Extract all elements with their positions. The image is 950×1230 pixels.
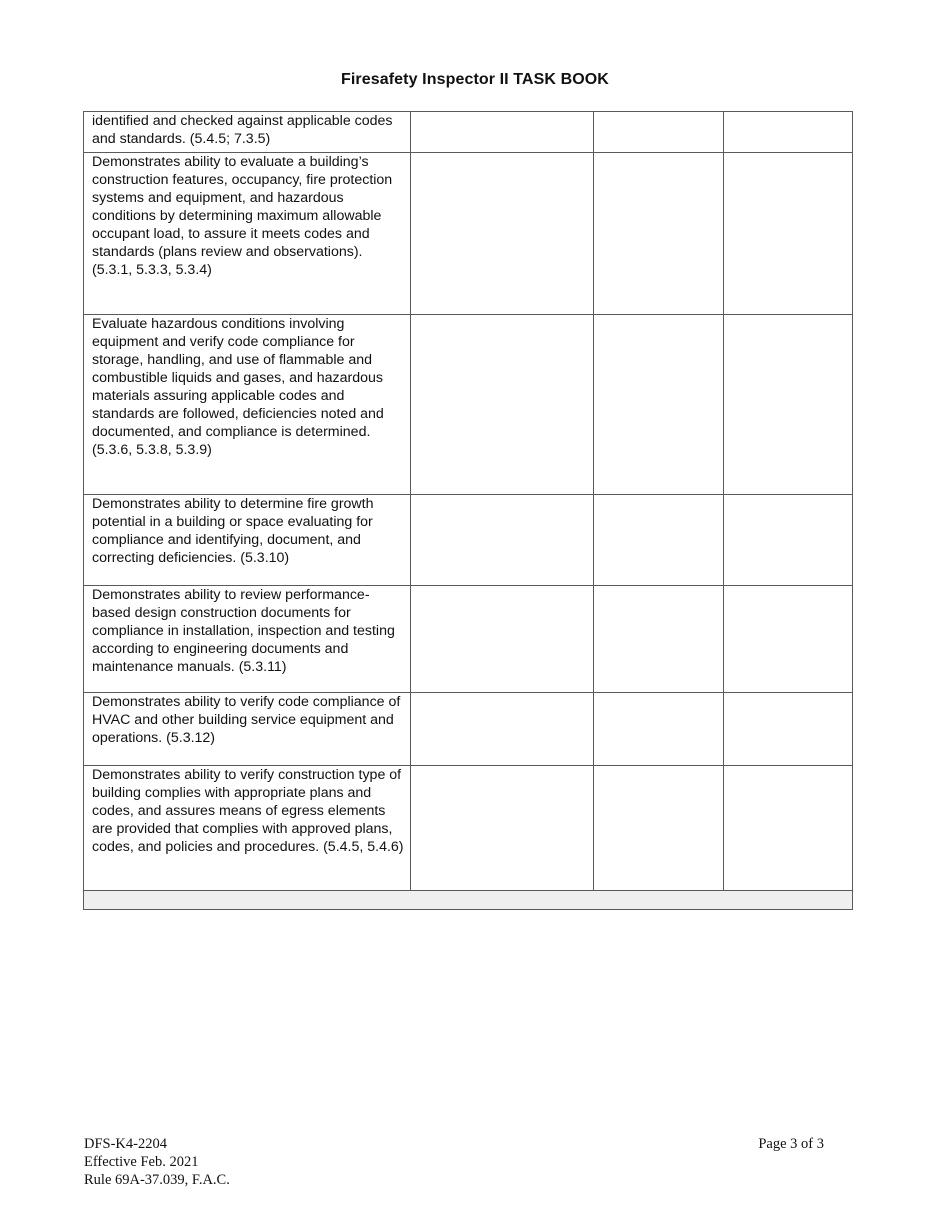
task-cell-col2 [411, 315, 594, 495]
page-title: Firesafety Inspector II TASK BOOK [341, 71, 609, 88]
task-cell-col4 [724, 495, 853, 586]
task-description: Demonstrates ability to verify construction type of building complies with appropriate plans and codes, and assures means of egress elements are provided that complies with approved plans, codes, and policies and procedures. (5.4.5, 5.4.6) [92, 767, 404, 855]
task-cell-col4 [724, 153, 853, 315]
rule-reference: Rule 69A-37.039, F.A.C. [84, 1172, 230, 1188]
task-cell-col4 [724, 693, 853, 766]
task-cell-col2 [411, 153, 594, 315]
effective-date: Effective Feb. 2021 [84, 1154, 199, 1170]
task-cell-col4 [724, 112, 853, 153]
page-number: Page 3 of 3 [758, 1136, 824, 1152]
task-description: Demonstrates ability to evaluate a building’s construction features, occupancy, fire protection systems and equipment, and hazardous conditions by determining maximum allowable occupant load, to assure it meets codes and standards (plans review and observations). (5.3.1, 5.3.3, 5.3.4) [92, 154, 393, 278]
task-description-cell [84, 586, 411, 693]
task-description: Evaluate hazardous conditions involving equipment and verify code compliance for storage, handling, and use of flammable and combustible liquids and gases, and hazardous materials assuring applicable codes and standards are followed, deficiencies noted and documented, and compliance is determined. (5.3.6, 5.3.8, 5.3.9) [92, 316, 384, 458]
task-cell-col3 [594, 586, 724, 693]
task-cell-col3 [594, 112, 724, 153]
table-row [84, 112, 853, 153]
task-description-cell [84, 766, 411, 891]
table-row [84, 153, 853, 315]
task-cell-col2 [411, 495, 594, 586]
task-description-cell [84, 495, 411, 586]
task-table [83, 111, 853, 910]
table-footer-cell [84, 891, 853, 910]
task-cell-col4 [724, 315, 853, 495]
task-description-cell [84, 153, 411, 315]
table-row [84, 766, 853, 891]
task-description-cell [84, 315, 411, 495]
task-cell-col3 [594, 766, 724, 891]
task-description: Demonstrates ability to verify code compliance of HVAC and other building service equipment and operations. (5.3.12) [92, 694, 401, 746]
task-cell-col3 [594, 315, 724, 495]
task-description: Demonstrates ability to review performance-based design construction documents for compliance in installation, inspection and testing according to engineering documents and maintenance manuals. (5.3.11) [92, 587, 395, 675]
task-cell-col2 [411, 766, 594, 891]
task-cell-col3 [594, 153, 724, 315]
table-footer-row [84, 891, 853, 910]
task-description: Demonstrates ability to determine fire growth potential in a building or space evaluating for compliance and identifying, document, and correcting deficiencies. (5.3.10) [92, 496, 374, 566]
task-description-cell [84, 112, 411, 153]
form-number: DFS-K4-2204 [84, 1136, 167, 1152]
table-row [84, 586, 853, 693]
table-row [84, 315, 853, 495]
task-cell-col2 [411, 693, 594, 766]
table-row [84, 495, 853, 586]
task-cell-col2 [411, 586, 594, 693]
task-cell-col3 [594, 693, 724, 766]
task-cell-col4 [724, 766, 853, 891]
task-description-cell [84, 693, 411, 766]
task-description: identified and checked against applicable codes and standards. (5.4.5; 7.3.5) [92, 113, 393, 147]
task-cell-col2 [411, 112, 594, 153]
task-cell-col3 [594, 495, 724, 586]
task-cell-col4 [724, 586, 853, 693]
footer-form-info [84, 1135, 230, 1189]
table-row [84, 693, 853, 766]
